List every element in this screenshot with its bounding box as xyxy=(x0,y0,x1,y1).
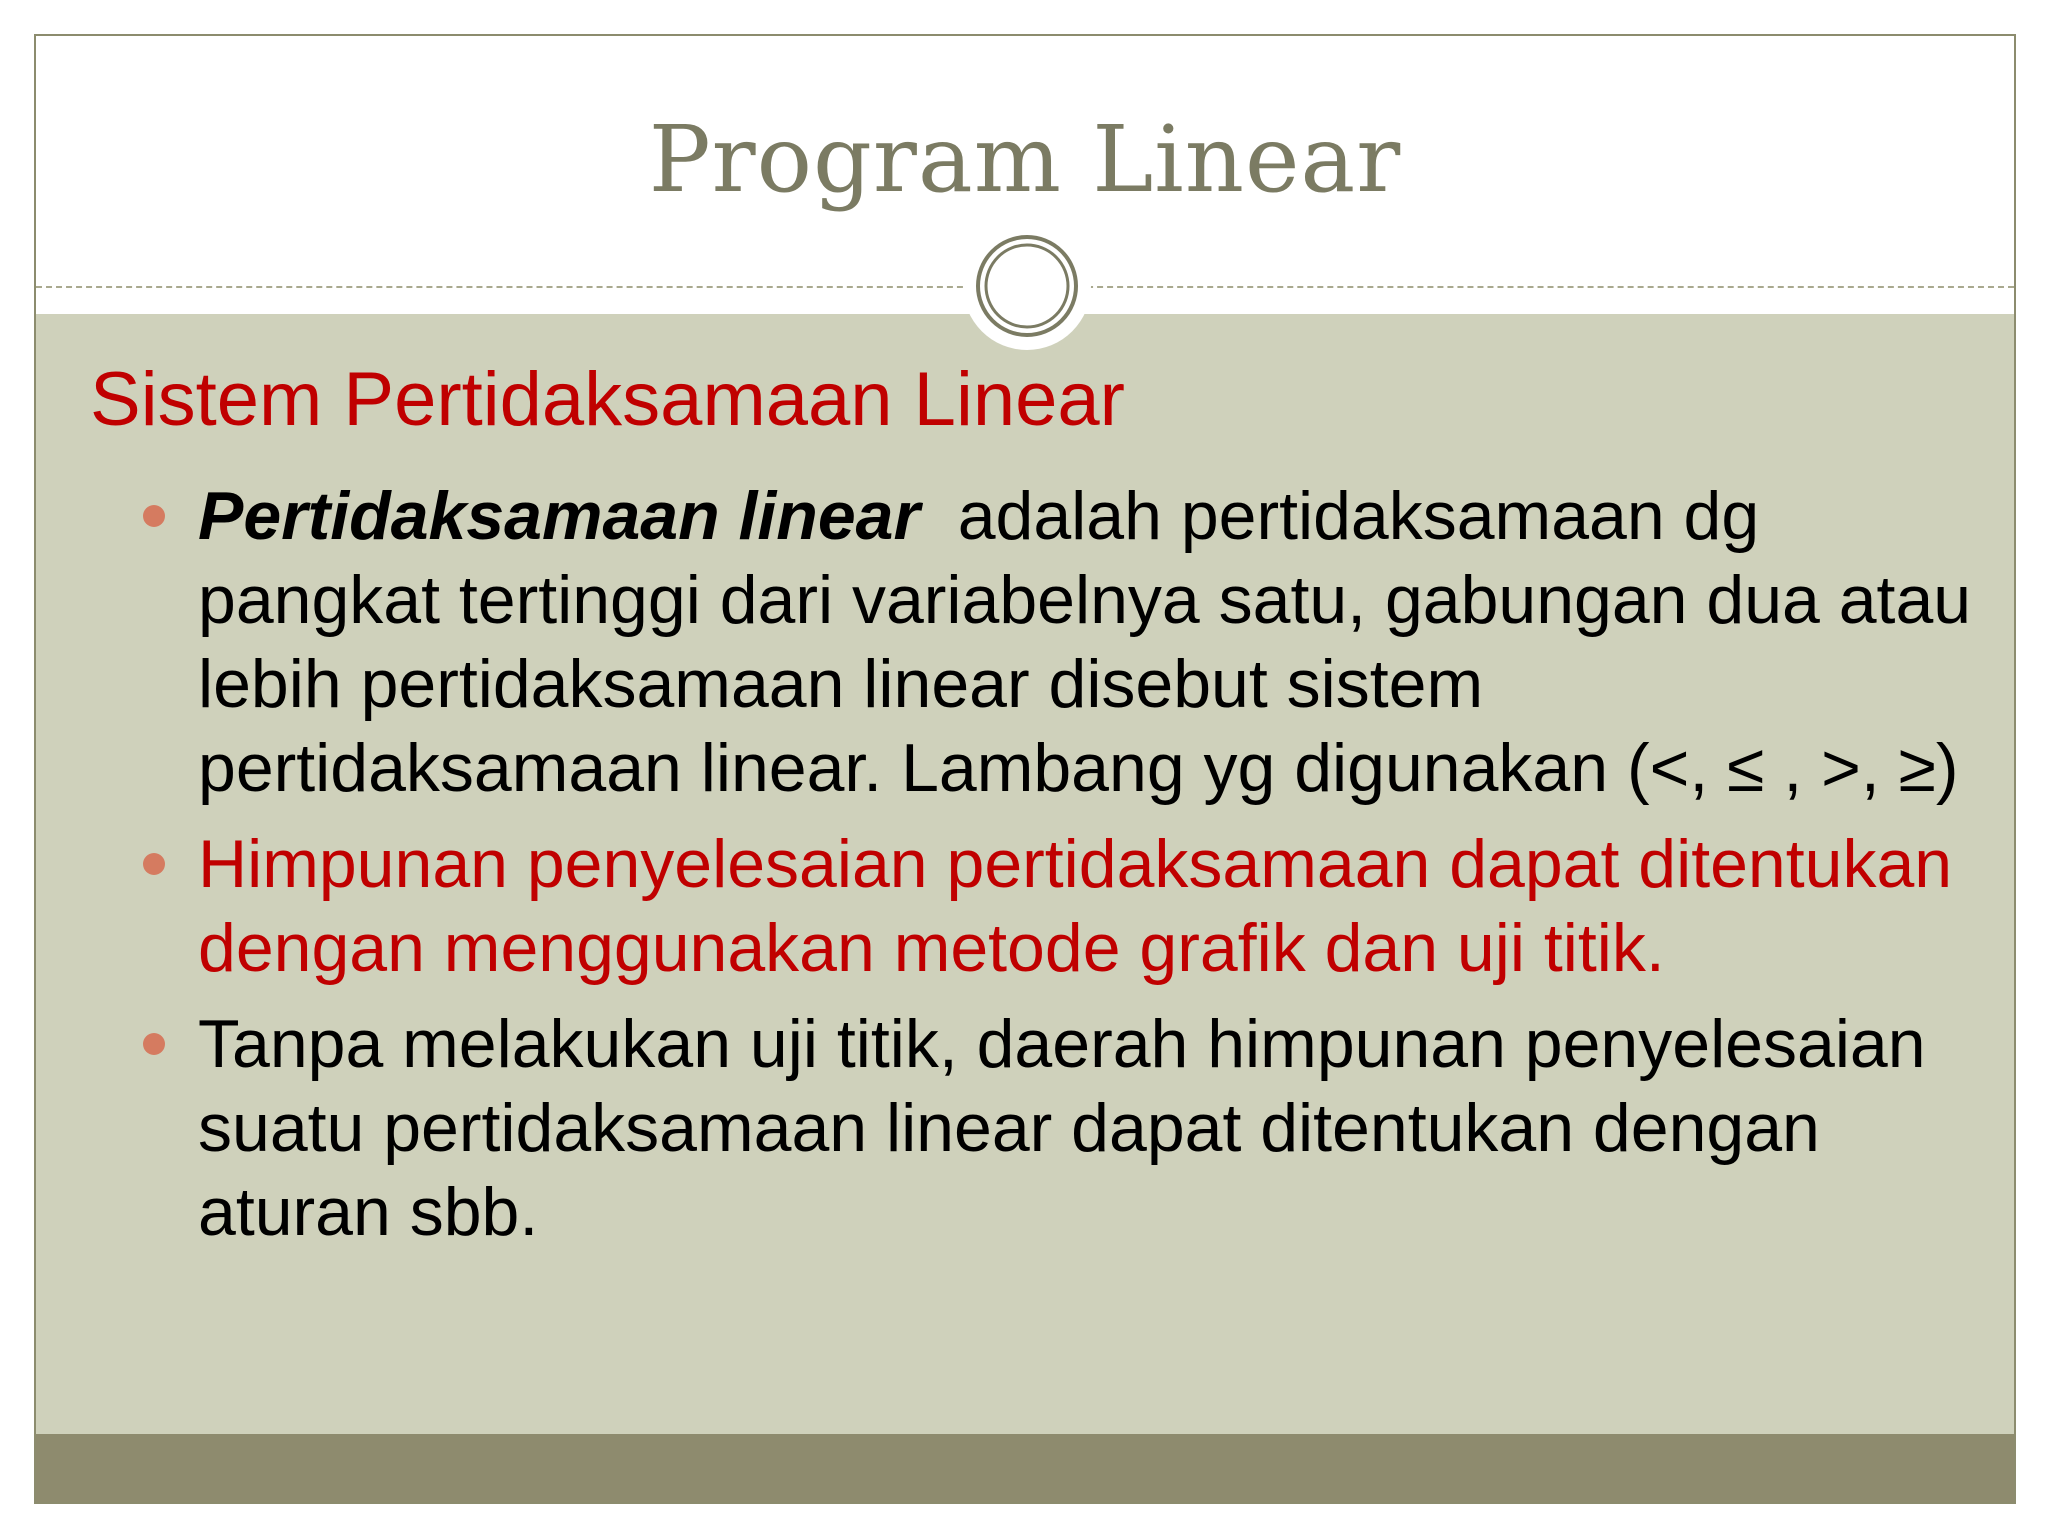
bullet-dot-icon xyxy=(143,1033,165,1055)
bullet-list xyxy=(102,474,1990,1266)
bullet-term: Pertidaksamaan linear xyxy=(198,478,920,554)
footer-band xyxy=(36,1434,2014,1504)
bullet-dot-icon xyxy=(143,853,165,875)
bullet-text: Himpunan penyelesaian pertidaksamaan dapat ditentukan dengan menggunakan metode grafik dan uji titik. xyxy=(198,826,1953,986)
bullet-text: Tanpa melakukan uji titik, daerah himpunan penyelesaian suatu pertidaksamaan linear dapat ditentukan dengan aturan sbb. xyxy=(198,1006,1926,1250)
bullet-item-solution-method xyxy=(102,822,1982,990)
bullet-text: adalah pertidaksamaan dg pangkat tertinggi dari variabelnya satu, gabungan dua atau lebih pertidaksamaan linear disebut sistem pertidaksamaan linear. Lambang yg digunakan (<, ≤ , >, ≥) xyxy=(198,478,1990,806)
bullet-dot-icon xyxy=(143,505,165,527)
bullet-item-definition xyxy=(102,474,1990,810)
double-ring-icon xyxy=(973,232,1081,340)
slide-title: Program Linear xyxy=(648,106,1402,213)
bullet-item-rule xyxy=(102,1002,1982,1254)
slide-subtitle: Sistem Pertidaksamaan Linear xyxy=(90,357,1125,442)
slide xyxy=(34,34,2016,1504)
